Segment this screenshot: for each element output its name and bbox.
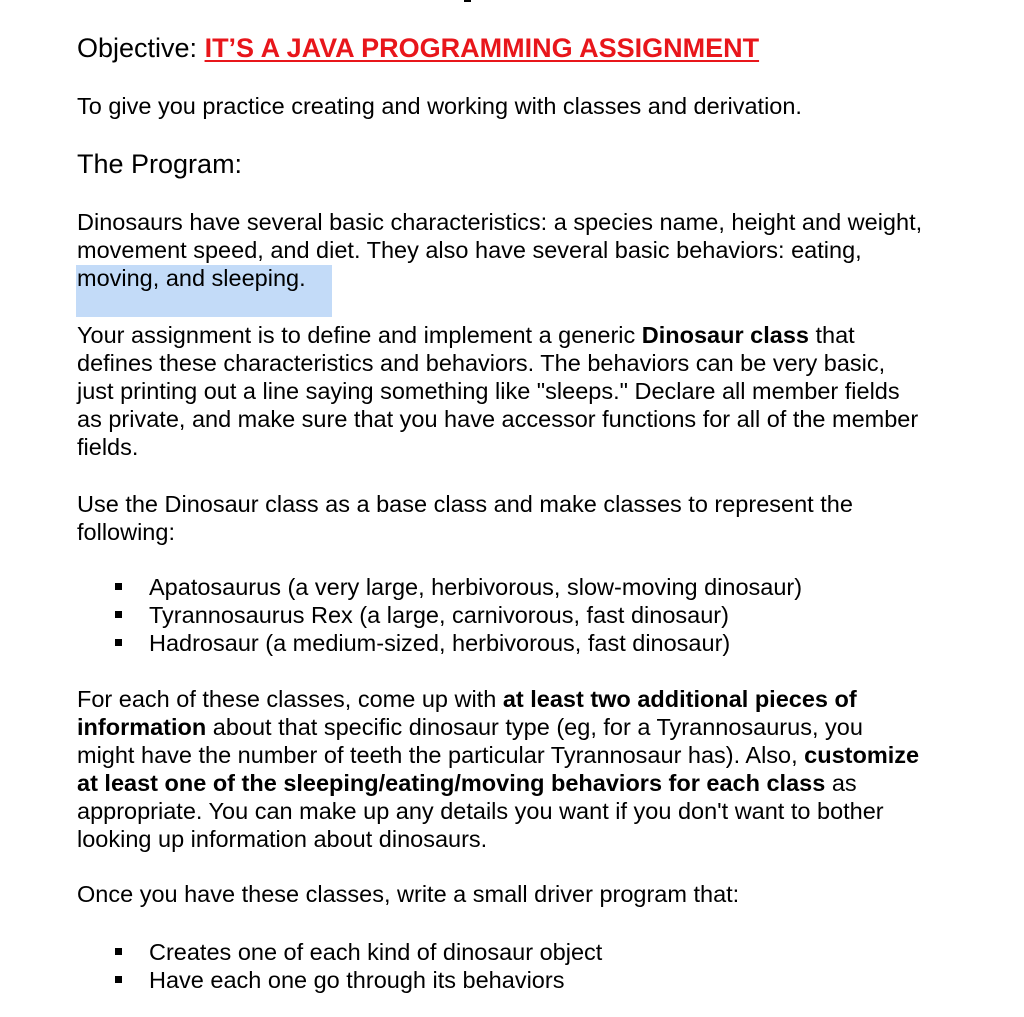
objective-title: IT’S A JAVA PROGRAMMING ASSIGNMENT xyxy=(204,33,760,63)
dinosaur-list xyxy=(113,573,802,657)
para2-line1 xyxy=(77,321,855,349)
para3-line1: Use the Dinosaur class as a base class and make classes to represent the xyxy=(77,491,853,517)
para4-line1-a: For each of these classes, come up with xyxy=(77,686,503,712)
para4-line2 xyxy=(77,713,863,741)
para4-line3-a: might have the number of teeth the particular Tyrannosaur has). Also, xyxy=(77,742,805,768)
para4-line4 xyxy=(77,769,857,797)
bullet-icon xyxy=(115,583,122,590)
list-item-text: Tyrannosaurus Rex (a large, carnivorous, fast dinosaur) xyxy=(149,602,729,628)
list-item-text: Have each one go through its behaviors xyxy=(149,967,565,993)
list-item xyxy=(113,938,602,966)
para5-text: Once you have these classes, write a small driver program that: xyxy=(77,881,740,907)
para4-line6: looking up information about dinosaurs. xyxy=(77,826,488,852)
objective-line xyxy=(77,32,759,64)
list-item xyxy=(113,966,602,994)
para4-line3 xyxy=(77,741,919,769)
program-heading: The Program: xyxy=(77,149,243,179)
para4-line4-b: as xyxy=(825,770,857,796)
para1-line2: movement speed, and diet. They also have several basic behaviors: eating, xyxy=(77,237,862,263)
bullet-icon xyxy=(115,639,122,646)
list-item-text: Creates one of each kind of dinosaur object xyxy=(149,939,603,965)
list-item-text: Hadrosaur (a medium-sized, herbivorous, fast dinosaur) xyxy=(149,630,731,656)
para1-line3: moving, and sleeping. xyxy=(77,265,306,291)
dinosaur-class-term: Dinosaur class xyxy=(641,322,809,348)
para2-line4: as private, and make sure that you have accessor functions for all of the member xyxy=(77,406,919,432)
para4-line3-bold: customize xyxy=(804,742,920,768)
list-item xyxy=(113,573,802,601)
bullet-icon xyxy=(115,976,122,983)
para2-line5: fields. xyxy=(77,434,139,460)
list-item-text: Apatosaurus (a very large, herbivorous, slow-moving dinosaur) xyxy=(149,574,803,600)
intro-text: To give you practice creating and working with classes and derivation. xyxy=(77,93,802,119)
para4-line1-bold: at least two additional pieces of xyxy=(502,686,857,712)
page-edge-mark xyxy=(464,0,471,2)
para4-line2-bold: information xyxy=(77,714,207,740)
driver-list xyxy=(113,938,602,994)
list-item xyxy=(113,629,802,657)
bullet-icon xyxy=(115,611,122,618)
para2-line1-a: Your assignment is to define and implement a generic xyxy=(77,322,642,348)
para4-line4-bold: at least one of the sleeping/eating/moving behaviors for each class xyxy=(77,770,826,796)
bullet-icon xyxy=(115,948,122,955)
para2-line3: just printing out a line saying something like "sleeps." Declare all member fields xyxy=(77,378,900,404)
para4-line1 xyxy=(77,685,857,713)
para2-line1-c: that xyxy=(808,322,855,348)
para4-line2-b: about that specific dinosaur type (eg, for a Tyrannosaurus, you xyxy=(206,714,863,740)
objective-label: Objective: xyxy=(77,33,205,63)
para4-line5: appropriate. You can make up any details you want if you don't want to bother xyxy=(77,798,884,824)
para3-line2: following: xyxy=(77,519,175,545)
para2-line2: defines these characteristics and behaviors. The behaviors can be very basic, xyxy=(77,350,886,376)
list-item xyxy=(113,601,802,629)
para1-line1: Dinosaurs have several basic characteristics: a species name, height and weight, xyxy=(77,209,923,235)
